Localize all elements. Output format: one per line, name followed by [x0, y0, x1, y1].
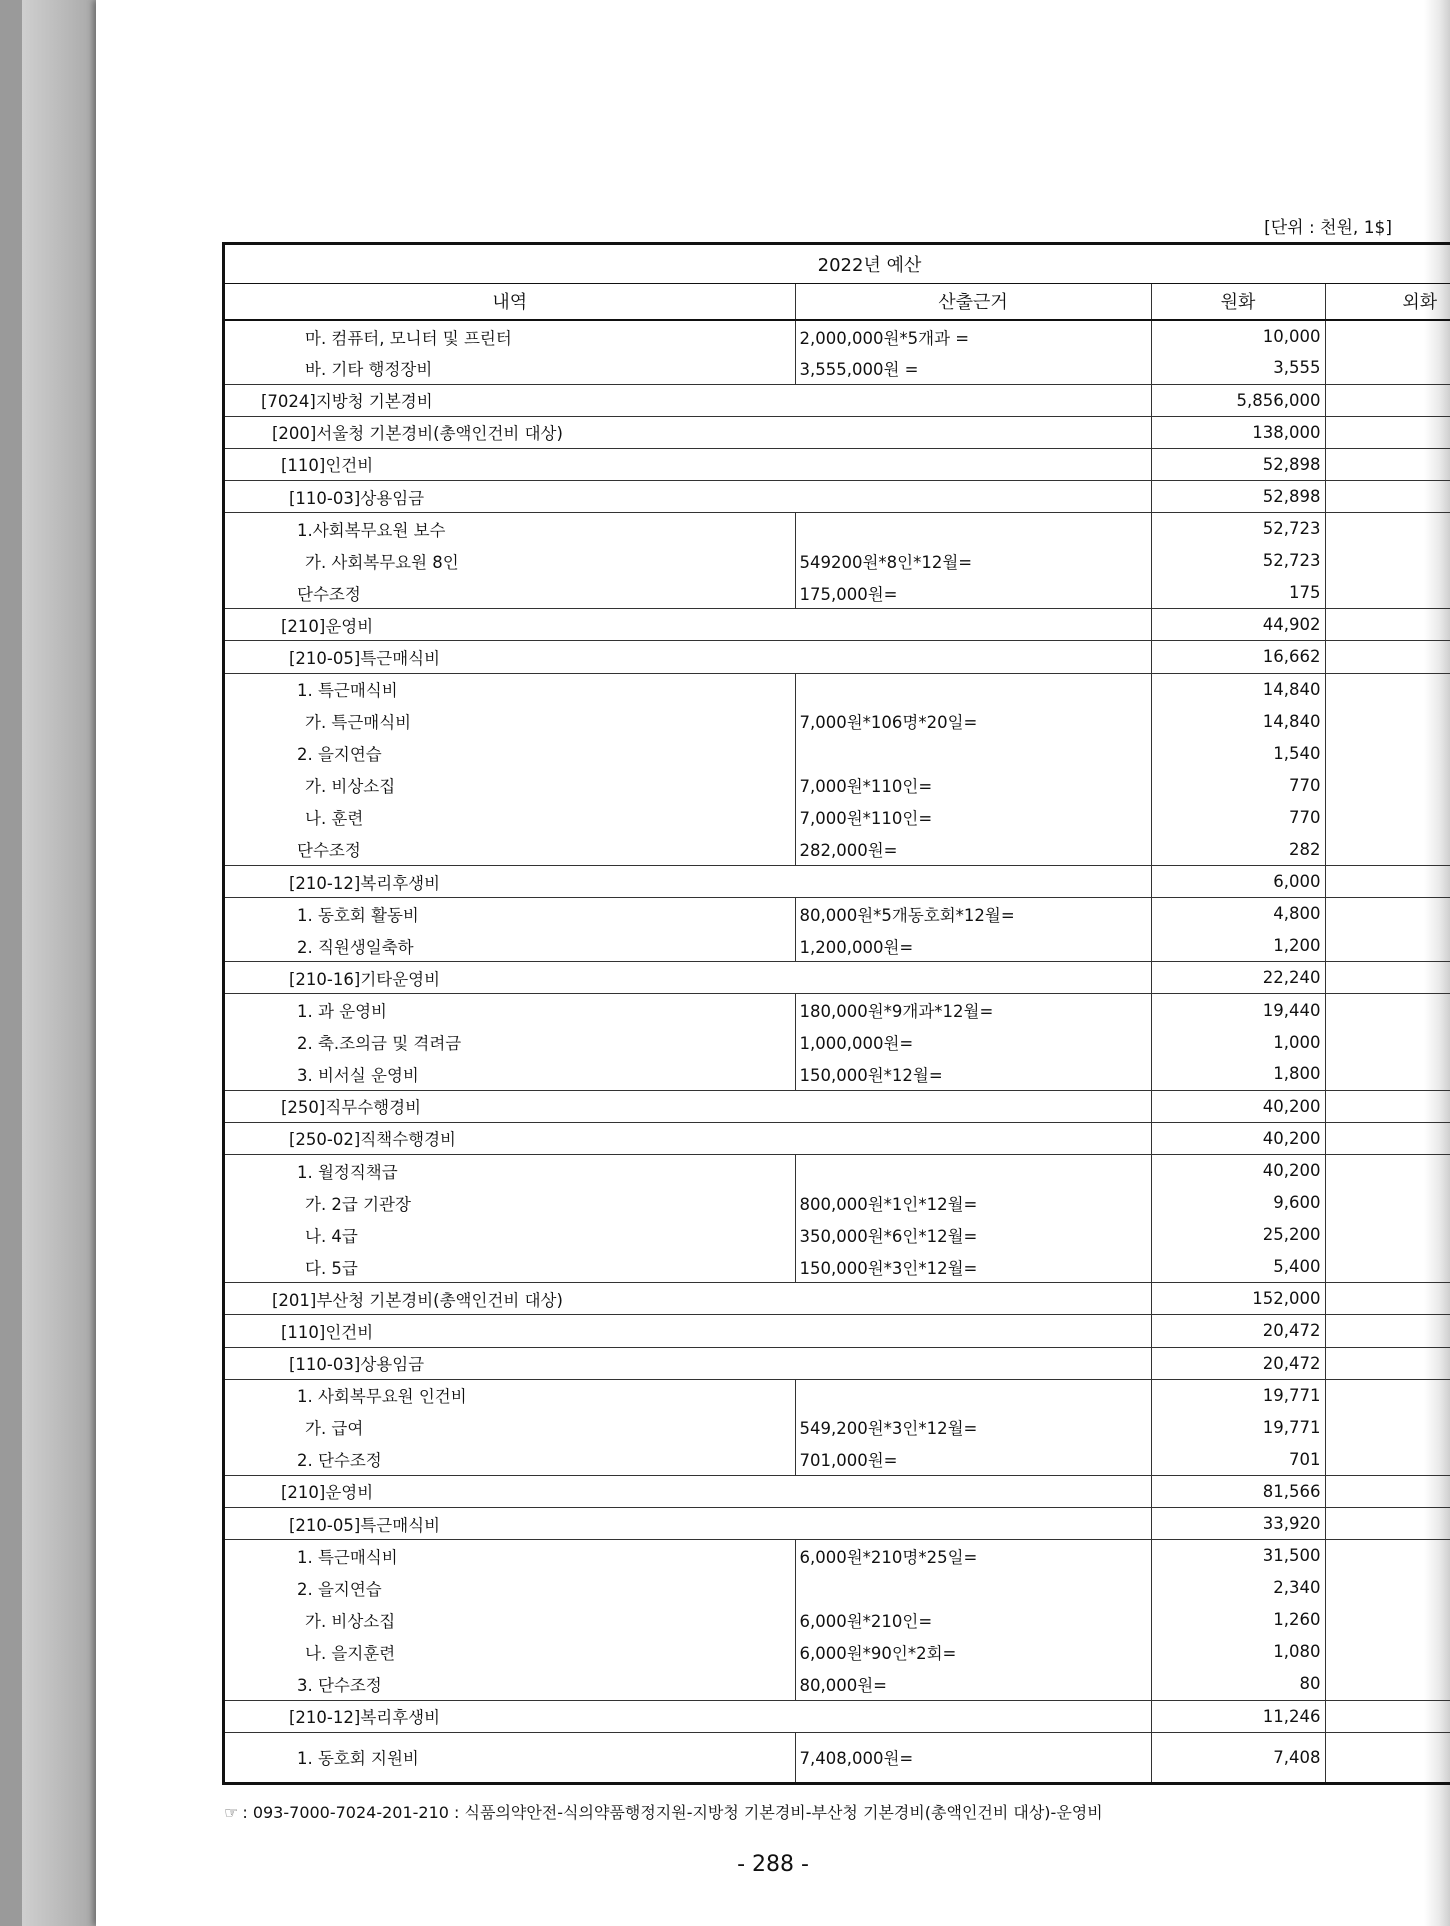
row-description: 마. 컴퓨터, 모니터 및 프린터	[225, 320, 795, 352]
row-foreign-amount	[1325, 448, 1450, 480]
row-krw-amount: 81,566	[1151, 1475, 1325, 1507]
row-foreign-amount	[1325, 737, 1450, 769]
row-krw-amount: 9,600	[1151, 1187, 1325, 1219]
footnote	[224, 1800, 1103, 1823]
table-title-row	[225, 245, 1450, 283]
table-row	[225, 1090, 1450, 1122]
row-calculation: 1,200,000원=	[795, 930, 1151, 962]
row-foreign-amount	[1325, 384, 1450, 416]
row-description: [250]직무수행경비	[225, 1090, 1151, 1122]
table-row	[225, 834, 1450, 866]
table-row	[225, 545, 1450, 577]
row-krw-amount: 7,408	[1151, 1732, 1325, 1782]
row-description: 가. 특근매식비	[225, 705, 795, 737]
header-description: 내역	[225, 283, 795, 320]
row-description: [210]운영비	[225, 1475, 1151, 1507]
row-krw-amount: 152,000	[1151, 1283, 1325, 1315]
row-calculation: 3,555,000원 =	[795, 352, 1151, 384]
row-calculation: 6,000원*210인=	[795, 1604, 1151, 1636]
table-row	[225, 352, 1450, 384]
row-foreign-amount	[1325, 513, 1450, 545]
row-foreign-amount	[1325, 1540, 1450, 1572]
row-foreign-amount	[1325, 994, 1450, 1026]
row-krw-amount: 52,723	[1151, 545, 1325, 577]
header-calculation-basis: 산출근거	[795, 283, 1151, 320]
row-calculation: 701,000원=	[795, 1443, 1151, 1475]
row-description: 가. 급여	[225, 1411, 795, 1443]
table-row	[225, 1411, 1450, 1443]
row-calculation: 175,000원=	[795, 577, 1151, 609]
row-description: 1. 사회복무요원 인건비	[225, 1379, 795, 1411]
table-row	[225, 480, 1450, 512]
header-krw: 원화	[1151, 283, 1325, 320]
row-description: [110]인건비	[225, 1315, 1151, 1347]
row-calculation	[795, 1379, 1151, 1411]
row-foreign-amount	[1325, 1700, 1450, 1732]
row-description: [110-03]상용임금	[225, 480, 1151, 512]
row-calculation: 6,000원*210명*25일=	[795, 1540, 1151, 1572]
row-foreign-amount	[1325, 641, 1450, 673]
row-foreign-amount	[1325, 1026, 1450, 1058]
row-description: [110]인건비	[225, 448, 1151, 480]
row-description: 3. 단수조정	[225, 1668, 795, 1700]
table-row	[225, 737, 1450, 769]
table-row	[225, 1443, 1450, 1475]
table-row	[225, 930, 1450, 962]
row-foreign-amount	[1325, 705, 1450, 737]
row-krw-amount: 1,800	[1151, 1058, 1325, 1090]
row-description: 1. 동호회 지원비	[225, 1732, 795, 1782]
row-krw-amount: 175	[1151, 577, 1325, 609]
row-krw-amount: 14,840	[1151, 673, 1325, 705]
row-description: [210-16]기타운영비	[225, 962, 1151, 994]
row-description: 2. 을지연습	[225, 737, 795, 769]
row-krw-amount: 11,246	[1151, 1700, 1325, 1732]
row-krw-amount: 19,771	[1151, 1379, 1325, 1411]
row-foreign-amount	[1325, 1411, 1450, 1443]
row-calculation: 7,000원*106명*20일=	[795, 705, 1151, 737]
table-row	[225, 641, 1450, 673]
row-krw-amount: 770	[1151, 801, 1325, 833]
table-row	[225, 609, 1450, 641]
table-row	[225, 866, 1450, 898]
table-row	[225, 577, 1450, 609]
table-row	[225, 673, 1450, 705]
row-foreign-amount	[1325, 962, 1450, 994]
table-row	[225, 1379, 1450, 1411]
row-foreign-amount	[1325, 609, 1450, 641]
row-description: [110-03]상용임금	[225, 1347, 1151, 1379]
row-description: 가. 2급 기관장	[225, 1187, 795, 1219]
row-foreign-amount	[1325, 1732, 1450, 1782]
table-row	[225, 1700, 1450, 1732]
row-calculation: 150,000원*12월=	[795, 1058, 1151, 1090]
row-calculation: 2,000,000원*5개과 =	[795, 320, 1151, 352]
pointing-hand-icon: ☞	[224, 1803, 239, 1822]
row-description: 가. 비상소집	[225, 1604, 795, 1636]
row-krw-amount: 33,920	[1151, 1507, 1325, 1539]
table-row	[225, 1315, 1450, 1347]
row-calculation: 80,000원*5개동호회*12월=	[795, 898, 1151, 930]
row-calculation: 7,408,000원=	[795, 1732, 1151, 1782]
table-row	[225, 1251, 1450, 1283]
row-foreign-amount	[1325, 1187, 1450, 1219]
row-krw-amount: 25,200	[1151, 1219, 1325, 1251]
row-foreign-amount	[1325, 1507, 1450, 1539]
table-row	[225, 1540, 1450, 1572]
footnote-text: : 093-7000-7024-201-210 : 식품의약안전-식의약품행정지원-지방청 기본경비-부산청 기본경비(총액인건비 대상)-운영비	[242, 1803, 1103, 1822]
row-calculation: 7,000원*110인=	[795, 801, 1151, 833]
row-foreign-amount	[1325, 1251, 1450, 1283]
table-row	[225, 1219, 1450, 1251]
row-foreign-amount	[1325, 1475, 1450, 1507]
row-foreign-amount	[1325, 480, 1450, 512]
row-foreign-amount	[1325, 352, 1450, 384]
row-krw-amount: 16,662	[1151, 641, 1325, 673]
table-row	[225, 1026, 1450, 1058]
row-foreign-amount	[1325, 1090, 1450, 1122]
row-foreign-amount	[1325, 1347, 1450, 1379]
row-krw-amount: 5,856,000	[1151, 384, 1325, 416]
row-krw-amount: 1,540	[1151, 737, 1325, 769]
row-calculation	[795, 513, 1151, 545]
document-page	[96, 0, 1450, 1926]
row-krw-amount: 40,200	[1151, 1122, 1325, 1154]
row-foreign-amount	[1325, 1058, 1450, 1090]
row-foreign-amount	[1325, 769, 1450, 801]
table-row	[225, 962, 1450, 994]
row-krw-amount: 19,440	[1151, 994, 1325, 1026]
table-row	[225, 1122, 1450, 1154]
row-calculation: 150,000원*3인*12월=	[795, 1251, 1151, 1283]
row-description: 1. 특근매식비	[225, 1540, 795, 1572]
row-krw-amount: 40,200	[1151, 1154, 1325, 1186]
row-krw-amount: 80	[1151, 1668, 1325, 1700]
row-krw-amount: 20,472	[1151, 1315, 1325, 1347]
row-description: [210-12]복리후생비	[225, 866, 1151, 898]
table-row	[225, 801, 1450, 833]
row-description: 2. 단수조정	[225, 1443, 795, 1475]
row-description: 2. 축.조의금 및 격려금	[225, 1026, 795, 1058]
row-description: [210]운영비	[225, 609, 1151, 641]
unit-label: [단위 : 천원, 1$]	[1264, 218, 1392, 238]
row-calculation: 1,000,000원=	[795, 1026, 1151, 1058]
row-description: 3. 비서실 운영비	[225, 1058, 795, 1090]
row-krw-amount: 1,200	[1151, 930, 1325, 962]
row-krw-amount: 52,723	[1151, 513, 1325, 545]
row-foreign-amount	[1325, 1315, 1450, 1347]
row-krw-amount: 40,200	[1151, 1090, 1325, 1122]
table-row	[225, 1283, 1450, 1315]
row-description: 나. 을지훈련	[225, 1636, 795, 1668]
table-row	[225, 384, 1450, 416]
row-description: 나. 4급	[225, 1219, 795, 1251]
table-row	[225, 898, 1450, 930]
table-row	[225, 1732, 1450, 1782]
row-calculation	[795, 1154, 1151, 1186]
row-description: [200]서울청 기본경비(총액인건비 대상)	[225, 416, 1151, 448]
row-foreign-amount	[1325, 416, 1450, 448]
table-row	[225, 1154, 1450, 1186]
row-foreign-amount	[1325, 1379, 1450, 1411]
row-foreign-amount	[1325, 320, 1450, 352]
row-description: 다. 5급	[225, 1251, 795, 1283]
row-krw-amount: 2,340	[1151, 1572, 1325, 1604]
row-foreign-amount	[1325, 930, 1450, 962]
binder-spine	[22, 0, 100, 1926]
budget-table	[222, 242, 1450, 1785]
row-foreign-amount	[1325, 1636, 1450, 1668]
row-krw-amount: 22,240	[1151, 962, 1325, 994]
row-description: [250-02]직책수행경비	[225, 1122, 1151, 1154]
row-foreign-amount	[1325, 545, 1450, 577]
row-calculation: 549,200원*3인*12월=	[795, 1411, 1151, 1443]
row-description: [210-12]복리후생비	[225, 1700, 1151, 1732]
row-calculation: 549200원*8인*12월=	[795, 545, 1151, 577]
row-description: 단수조정	[225, 577, 795, 609]
row-description: 가. 사회복무요원 8인	[225, 545, 795, 577]
row-foreign-amount	[1325, 1122, 1450, 1154]
row-foreign-amount	[1325, 1219, 1450, 1251]
row-krw-amount: 4,800	[1151, 898, 1325, 930]
header-foreign-currency: 외화	[1325, 283, 1450, 320]
row-foreign-amount	[1325, 1154, 1450, 1186]
row-calculation	[795, 737, 1151, 769]
row-description: 1. 동호회 활동비	[225, 898, 795, 930]
table-row	[225, 994, 1450, 1026]
table-row	[225, 769, 1450, 801]
row-krw-amount: 44,902	[1151, 609, 1325, 641]
row-krw-amount: 14,840	[1151, 705, 1325, 737]
row-foreign-amount	[1325, 801, 1450, 833]
table-row	[225, 448, 1450, 480]
row-foreign-amount	[1325, 673, 1450, 705]
row-krw-amount: 282	[1151, 834, 1325, 866]
row-calculation	[795, 673, 1151, 705]
row-description: 1. 특근매식비	[225, 673, 795, 705]
table-row	[225, 1187, 1450, 1219]
table-title: 2022년 예산	[225, 245, 1450, 283]
row-description: [7024]지방청 기본경비	[225, 384, 1151, 416]
row-calculation: 7,000원*110인=	[795, 769, 1151, 801]
row-krw-amount: 31,500	[1151, 1540, 1325, 1572]
table-row	[225, 1058, 1450, 1090]
table-row	[225, 320, 1450, 352]
row-calculation: 180,000원*9개과*12월=	[795, 994, 1151, 1026]
row-calculation: 800,000원*1인*12월=	[795, 1187, 1151, 1219]
page-number: - 288 -	[737, 1852, 809, 1877]
row-krw-amount: 3,555	[1151, 352, 1325, 384]
row-description: 단수조정	[225, 834, 795, 866]
row-krw-amount: 6,000	[1151, 866, 1325, 898]
row-description: 2. 을지연습	[225, 1572, 795, 1604]
table-row	[225, 1604, 1450, 1636]
row-krw-amount: 1,000	[1151, 1026, 1325, 1058]
table-row	[225, 1636, 1450, 1668]
row-description: 가. 비상소집	[225, 769, 795, 801]
table-row	[225, 1668, 1450, 1700]
row-description: 바. 기타 행정장비	[225, 352, 795, 384]
row-krw-amount: 10,000	[1151, 320, 1325, 352]
table-row	[225, 1347, 1450, 1379]
row-krw-amount: 19,771	[1151, 1411, 1325, 1443]
row-krw-amount: 1,080	[1151, 1636, 1325, 1668]
row-calculation: 282,000원=	[795, 834, 1151, 866]
table-body	[225, 320, 1450, 1782]
row-description: [201]부산청 기본경비(총액인건비 대상)	[225, 1283, 1151, 1315]
row-krw-amount: 770	[1151, 769, 1325, 801]
table-row	[225, 1572, 1450, 1604]
table-row	[225, 1507, 1450, 1539]
row-description: 1.사회복무요원 보수	[225, 513, 795, 545]
row-krw-amount: 138,000	[1151, 416, 1325, 448]
row-krw-amount: 701	[1151, 1443, 1325, 1475]
row-foreign-amount	[1325, 1443, 1450, 1475]
row-description: 1. 과 운영비	[225, 994, 795, 1026]
row-calculation: 80,000원=	[795, 1668, 1151, 1700]
row-foreign-amount	[1325, 866, 1450, 898]
row-description: [210-05]특근매식비	[225, 1507, 1151, 1539]
row-foreign-amount	[1325, 1283, 1450, 1315]
row-foreign-amount	[1325, 1572, 1450, 1604]
table-row	[225, 1475, 1450, 1507]
row-description: 나. 훈련	[225, 801, 795, 833]
row-krw-amount: 20,472	[1151, 1347, 1325, 1379]
row-foreign-amount	[1325, 898, 1450, 930]
row-calculation: 350,000원*6인*12월=	[795, 1219, 1151, 1251]
table-header-row	[225, 283, 1450, 320]
row-krw-amount: 52,898	[1151, 480, 1325, 512]
row-krw-amount: 1,260	[1151, 1604, 1325, 1636]
row-foreign-amount	[1325, 1668, 1450, 1700]
table-row	[225, 513, 1450, 545]
row-foreign-amount	[1325, 834, 1450, 866]
row-description: [210-05]특근매식비	[225, 641, 1151, 673]
table-row	[225, 705, 1450, 737]
table-row	[225, 416, 1450, 448]
row-calculation	[795, 1572, 1151, 1604]
row-krw-amount: 52,898	[1151, 448, 1325, 480]
row-krw-amount: 5,400	[1151, 1251, 1325, 1283]
row-description: 2. 직원생일축하	[225, 930, 795, 962]
row-description: 1. 월정직책급	[225, 1154, 795, 1186]
row-foreign-amount	[1325, 577, 1450, 609]
row-foreign-amount	[1325, 1604, 1450, 1636]
row-calculation: 6,000원*90인*2회=	[795, 1636, 1151, 1668]
